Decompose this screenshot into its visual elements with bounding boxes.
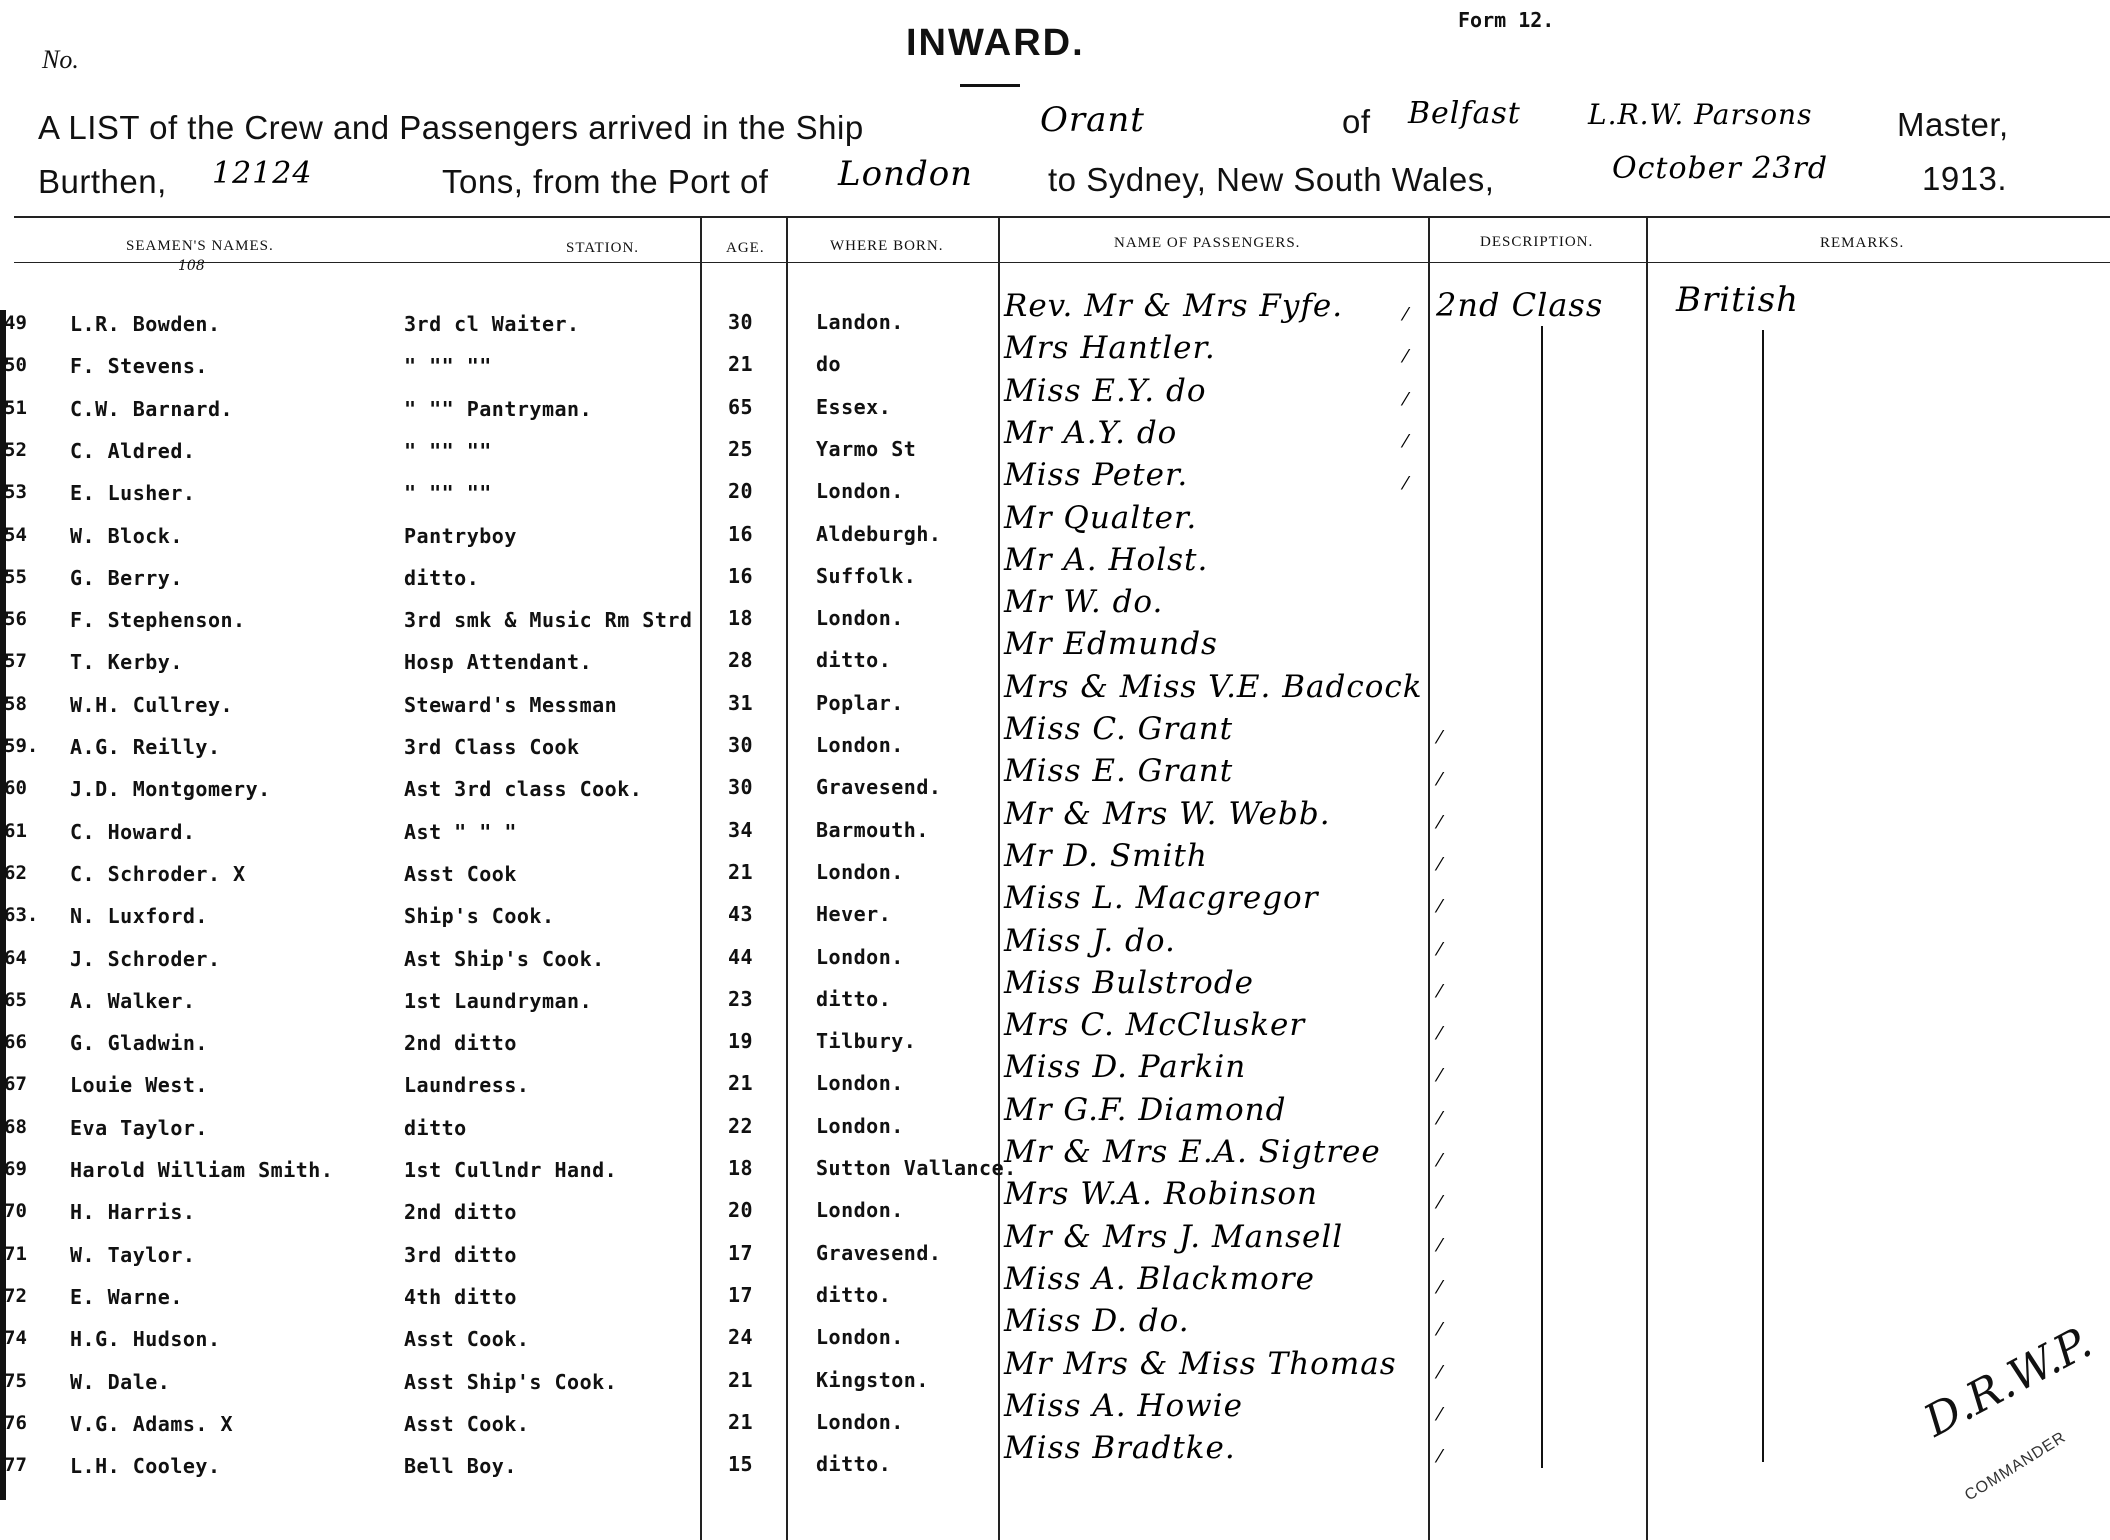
check-mark-icon: ⁄ [1438,1446,1442,1467]
seaman-age: 21 [728,1368,754,1392]
seaman-name: Harold William Smith. [70,1158,334,1182]
seaman-station: Ast " " " [404,820,517,844]
seaman-name: C. Howard. [70,820,196,844]
seaman-birthplace: Yarmo St [816,437,917,461]
row-number: 68 [4,1116,27,1138]
passenger-name: Mr W. do. [1004,584,1164,620]
check-mark-icon: ⁄ [1438,1277,1442,1298]
seaman-age: 28 [728,648,754,672]
seaman-station: " "" "" [404,354,492,378]
seaman-age: 43 [728,902,754,926]
seaman-age: 16 [728,522,754,546]
seaman-age: 17 [728,1241,754,1265]
column-header-seamen: SEAMEN'S NAMES. [126,238,274,254]
row-number: 71 [4,1243,27,1265]
passenger-name: Miss E. Grant [1004,753,1234,789]
seaman-age: 21 [728,1071,754,1095]
seaman-age: 30 [728,310,754,334]
column-header-age: AGE. [726,240,765,256]
seaman-birthplace: Kingston. [816,1368,929,1392]
seaman-birthplace: Landon. [816,310,904,334]
seaman-age: 20 [728,479,754,503]
description-ditto-line [1541,326,1543,1468]
seaman-age: 15 [728,1452,754,1476]
seaman-name: C.W. Barnard. [70,397,234,421]
header-line1-prefix: A LIST of the Crew and Passengers arrived in the Ship [38,109,864,146]
seaman-station: 3rd ditto [404,1243,517,1267]
commander-stamp-label: COMMANDER [1962,1428,2070,1505]
check-mark-icon: ⁄ [1438,727,1442,748]
seaman-birthplace: London. [816,733,904,757]
seaman-station: 3rd cl Waiter. [404,312,580,336]
remarks-ditto-line [1762,330,1764,1462]
form-number-label: No. [42,45,79,74]
row-number: 65 [4,989,27,1011]
passenger-name: Miss L. Macgregor [1004,880,1319,916]
seaman-name: J.D. Montgomery. [70,777,271,801]
check-mark-icon: ⁄ [1438,939,1442,960]
passenger-name: Mr G.F. Diamond [1004,1092,1287,1128]
check-mark-icon: ⁄ [1438,981,1442,1002]
commander-signature: D.R.W.P. [1916,1317,2100,1448]
passenger-name: Mrs Hantler. [1004,330,1216,366]
seaman-birthplace: London. [816,1071,904,1095]
seaman-name: T. Kerby. [70,650,183,674]
seaman-age: 30 [728,775,754,799]
row-number: 75 [4,1370,27,1392]
seaman-birthplace: ditto. [816,648,892,672]
row-number: 63. [4,904,39,926]
seaman-birthplace: London. [816,1114,904,1138]
seaman-birthplace: London. [816,1198,904,1222]
passenger-name: Mrs W.A. Robinson [1004,1176,1318,1212]
passenger-name: Rev. Mr & Mrs Fyfe. [1004,288,1344,324]
seaman-age: 21 [728,860,754,884]
passenger-name: Miss D. do. [1004,1303,1190,1339]
passenger-name: Mrs & Miss V.E. Badcock [1004,669,1423,705]
seaman-birthplace: ditto. [816,987,892,1011]
seaman-birthplace: London. [816,479,904,503]
header-bottom-rule [14,262,2110,263]
seaman-station: Ast Ship's Cook. [404,947,605,971]
seaman-birthplace: Gravesend. [816,775,942,799]
seaman-name: V.G. Adams. X [70,1412,234,1436]
check-mark-icon: ⁄ [1438,854,1442,875]
master-name: L.R.W. Parsons [1588,98,1813,131]
port-of-registry: Belfast [1408,96,1521,131]
passenger-name: Mr A.Y. do [1004,415,1178,451]
seaman-age: 18 [728,1156,754,1180]
seaman-age: 30 [728,733,754,757]
seaman-station: Asst Ship's Cook. [404,1370,618,1394]
seaman-birthplace: Barmouth. [816,818,929,842]
passenger-name: Miss J. do. [1004,923,1176,959]
row-number: 52 [4,439,27,461]
seaman-station: Laundress. [404,1073,530,1097]
seaman-age: 34 [728,818,754,842]
check-mark-icon: ⁄ [1438,812,1442,833]
row-number: 51 [4,397,27,419]
seaman-birthplace: Essex. [816,395,892,419]
seaman-birthplace: Tilbury. [816,1029,917,1053]
row-number: 72 [4,1285,27,1307]
seaman-name: N. Luxford. [70,904,208,928]
column-header-born: WHERE BORN. [830,238,944,254]
seaman-name: L.H. Cooley. [70,1454,221,1478]
rule-before-passengers [998,216,1000,1540]
header-line2-destination: to Sydney, New South Wales, [1048,161,1495,198]
seaman-birthplace: London. [816,945,904,969]
check-mark-icon: ⁄ [1438,1362,1442,1383]
seaman-birthplace: Poplar. [816,691,904,715]
tonnage: 12124 [212,156,313,191]
column-header-remarks: REMARKS. [1820,235,1905,251]
passenger-name: Mr & Mrs W. Webb. [1004,796,1331,832]
seaman-station: Pantryboy [404,524,517,548]
check-mark-icon: ⁄ [1404,304,1408,325]
seaman-name: G. Berry. [70,566,183,590]
check-mark-icon: ⁄ [1438,769,1442,790]
seaman-birthplace: Aldeburgh. [816,522,942,546]
seaman-name: F. Stevens. [70,354,208,378]
seaman-age: 65 [728,395,754,419]
check-mark-icon: ⁄ [1438,1023,1442,1044]
seaman-station: Hosp Attendant. [404,650,593,674]
seaman-name: W. Dale. [70,1370,171,1394]
header-line1-of: of [1342,103,1371,140]
top-table-rule [14,216,2110,218]
seaman-station: Bell Boy. [404,1454,517,1478]
seaman-age: 24 [728,1325,754,1349]
check-mark-icon: ⁄ [1438,1108,1442,1129]
seaman-age: 21 [728,1410,754,1434]
seaman-station: 2nd ditto [404,1031,517,1055]
row-number: 74 [4,1327,27,1349]
check-mark-icon: ⁄ [1438,896,1442,917]
row-number: 69 [4,1158,27,1180]
passenger-name: Miss Bulstrode [1004,965,1255,1001]
passenger-name: Miss Peter. [1004,457,1189,493]
seaman-name: L.R. Bowden. [70,312,221,336]
seaman-station: 1st Cullndr Hand. [404,1158,618,1182]
seaman-station: 2nd ditto [404,1200,517,1224]
seaman-station: 3rd smk & Music Rm Strd [404,608,693,632]
row-number: 61 [4,820,27,842]
seaman-birthplace: London. [816,860,904,884]
seaman-station: ditto. [404,566,480,590]
check-mark-icon: ⁄ [1438,1192,1442,1213]
seaman-age: 23 [728,987,754,1011]
passenger-name: Miss D. Parkin [1004,1049,1247,1085]
seaman-birthplace: Gravesend. [816,1241,942,1265]
row-number: 67 [4,1073,27,1095]
title-underline [960,84,1020,87]
row-number: 56 [4,608,27,630]
passenger-name: Mr Qualter. [1004,500,1198,536]
seaman-station: Ast 3rd class Cook. [404,777,643,801]
seaman-name: A.G. Reilly. [70,735,221,759]
seaman-birthplace: Suffolk. [816,564,917,588]
seaman-name: Louie West. [70,1073,208,1097]
passenger-name: Miss A. Blackmore [1004,1261,1315,1297]
check-mark-icon: ⁄ [1438,1150,1442,1171]
passenger-name: Mr Mrs & Miss Thomas [1004,1346,1397,1382]
seaman-age: 31 [728,691,754,715]
seaman-station: 1st Laundryman. [404,989,593,1013]
check-mark-icon: ⁄ [1404,431,1408,452]
passenger-name: Mr D. Smith [1004,838,1208,874]
seaman-birthplace: London. [816,1325,904,1349]
passenger-name: Mr & Mrs E.A. Sigtree [1004,1134,1381,1170]
seaman-age: 22 [728,1114,754,1138]
seaman-station: Steward's Messman [404,693,618,717]
passenger-name: Miss E.Y. do [1004,373,1207,409]
seaman-age: 25 [728,437,754,461]
header-line2-tons: Tons, from the Port of [442,163,769,200]
seaman-name: W. Taylor. [70,1243,196,1267]
passenger-name: Miss A. Howie [1004,1388,1243,1424]
rule-before-age [700,216,702,1540]
arrival-date: October 23rd [1612,151,1829,186]
seaman-station: 3rd Class Cook [404,735,580,759]
seaman-station: " "" "" [404,439,492,463]
header-line1-master: Master, [1897,106,2009,143]
row-number: 77 [4,1454,27,1476]
seaman-name: W.H. Cullrey. [70,693,234,717]
seaman-station: " "" Pantryman. [404,397,593,421]
column-header-passengers: NAME OF PASSENGERS. [1114,235,1301,251]
seaman-birthplace: ditto. [816,1283,892,1307]
check-mark-icon: ⁄ [1438,1319,1442,1340]
row-number: 54 [4,524,27,546]
passenger-name: Mr A. Holst. [1004,542,1209,578]
seaman-name: J. Schroder. [70,947,221,971]
check-mark-icon: ⁄ [1404,473,1408,494]
row-number: 49 [4,312,27,334]
seaman-name: H.G. Hudson. [70,1327,221,1351]
column-header-description: DESCRIPTION. [1480,234,1594,250]
from-port: London [838,154,974,194]
seaman-birthplace: London. [816,606,904,630]
rule-before-description [1428,216,1430,1540]
row-number: 64 [4,947,27,969]
row-number: 70 [4,1200,27,1222]
check-mark-icon: ⁄ [1404,346,1408,367]
passenger-name: Miss C. Grant [1004,711,1234,747]
seaman-station: " "" "" [404,481,492,505]
header-line2-burthen: Burthen, [38,163,167,200]
passenger-name: Miss Bradtke. [1004,1430,1236,1466]
seaman-name: A. Walker. [70,989,196,1013]
page-title: INWARD. [906,22,1085,64]
seaman-name: G. Gladwin. [70,1031,208,1055]
row-number: 58 [4,693,27,715]
check-mark-icon: ⁄ [1438,1065,1442,1086]
description-entry: 2nd Class [1436,286,1604,324]
seaman-age: 21 [728,352,754,376]
check-mark-icon: ⁄ [1438,1235,1442,1256]
rule-before-remarks [1646,216,1648,1540]
seaman-station: Asst Cook [404,862,517,886]
seaman-age: 44 [728,945,754,969]
seaman-age: 18 [728,606,754,630]
seaman-name: C. Schroder. X [70,862,246,886]
row-number: 59. [4,735,39,757]
seaman-birthplace: Sutton Vallance. [816,1156,1017,1180]
seaman-station: Ship's Cook. [404,904,555,928]
seaman-birthplace: do [816,352,842,376]
seaman-station: Asst Cook. [404,1327,530,1351]
seaman-age: 16 [728,564,754,588]
row-number: 66 [4,1031,27,1053]
seaman-name: E. Warne. [70,1285,183,1309]
passenger-name: Mr Edmunds [1004,626,1218,662]
seaman-birthplace: Hever. [816,902,892,926]
seaman-station: ditto [404,1116,467,1140]
seaman-name: E. Lusher. [70,481,196,505]
seaman-name: F. Stephenson. [70,608,246,632]
row-number: 62 [4,862,27,884]
row-number: 53 [4,481,27,503]
seaman-birthplace: ditto. [816,1452,892,1476]
row-number: 57 [4,650,27,672]
check-mark-icon: ⁄ [1404,389,1408,410]
seaman-age: 20 [728,1198,754,1222]
check-mark-icon: ⁄ [1438,1404,1442,1425]
row-number: 55 [4,566,27,588]
seaman-birthplace: London. [816,1410,904,1434]
seaman-age: 19 [728,1029,754,1053]
seaman-name: C. Aldred. [70,439,196,463]
form-code: Form 12. [1458,8,1555,32]
seaman-station: Asst Cook. [404,1412,530,1436]
seaman-name: H. Harris. [70,1200,196,1224]
column-header-seamen-note: 108 [178,258,205,274]
row-number: 76 [4,1412,27,1434]
remarks-entry: British [1676,280,1799,320]
seaman-station: 4th ditto [404,1285,517,1309]
rule-before-born [786,216,788,1540]
seaman-name: Eva Taylor. [70,1116,208,1140]
passenger-name: Mr & Mrs J. Mansell [1004,1219,1344,1255]
seaman-age: 17 [728,1283,754,1307]
arrival-year: 1913. [1922,160,2008,197]
ship-name: Orant [1040,100,1145,140]
passenger-name: Mrs C. McClusker [1004,1007,1306,1043]
seaman-name: W. Block. [70,524,183,548]
row-number: 50 [4,354,27,376]
row-number: 60 [4,777,27,799]
column-header-station: STATION. [566,240,640,256]
